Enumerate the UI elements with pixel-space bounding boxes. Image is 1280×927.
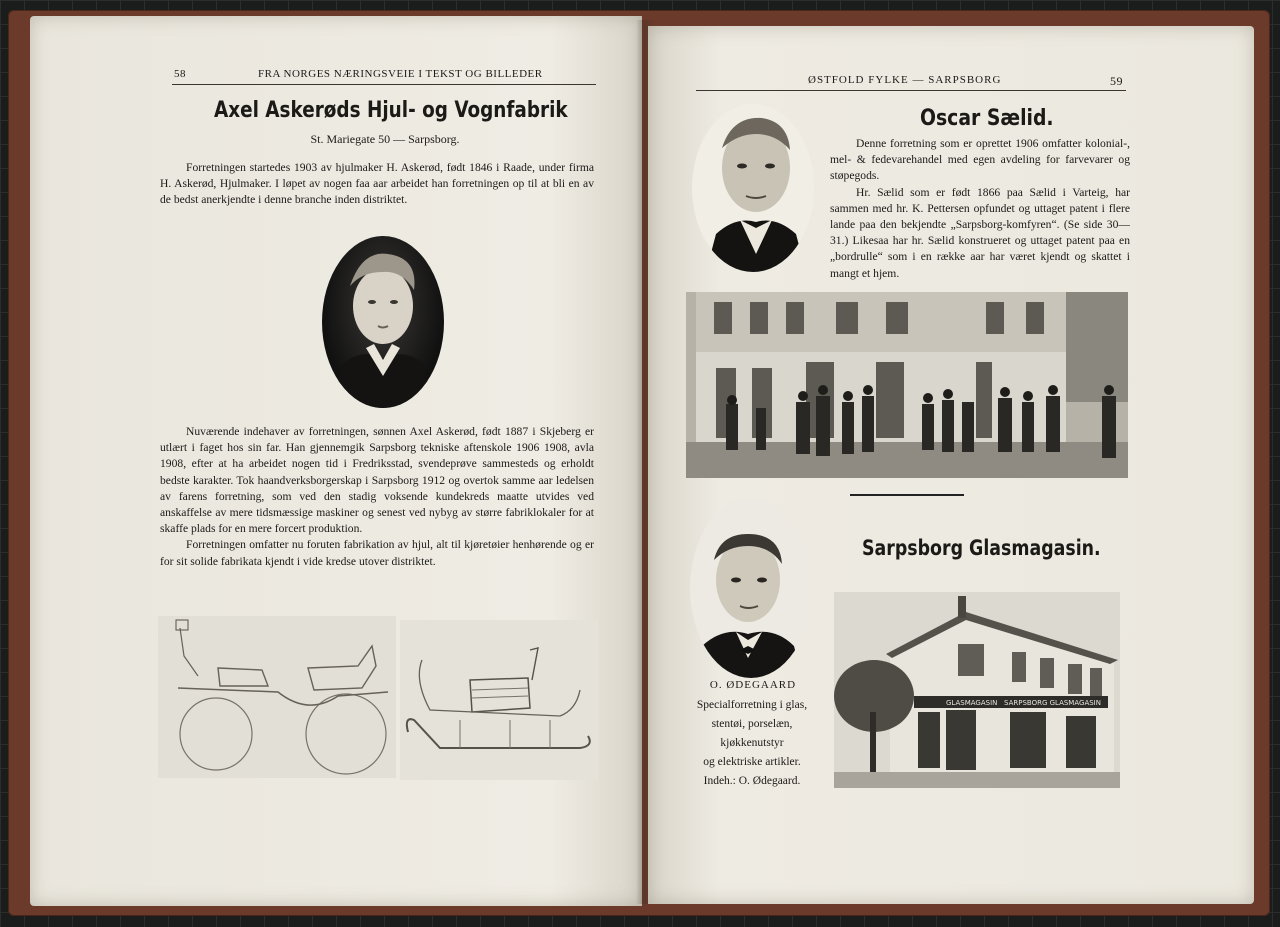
intro-paragraph: Forretningen startedes 1903 av hjulmaker H. Askerød, født 1846 i Raade, under firma H. Askerød, Hjulmaker. I løpet av nogen faa aar arbeidet han forretningen op til at bli en av de bedst anerkjendte i denne branche inden distriktet. [160, 161, 594, 207]
body-text [160, 424, 594, 570]
saelid-text [830, 136, 1130, 282]
page-number-left: 58 [174, 68, 186, 80]
storefront-scene-icon [834, 592, 1120, 788]
description-line: kjøkkenutstyr [720, 737, 784, 749]
page-number-right: 59 [1110, 74, 1123, 88]
article-address: St. Mariegate 50 — Sarpsborg. [310, 132, 460, 146]
photo-saelid-store-corner [686, 292, 1128, 478]
portrait-figure-icon [690, 498, 812, 678]
body-paragraph-1: Nuværende indehaver av forretningen, sønnen Axel Askerød, født 1887 i Skjeberg er utlært i faget hos sin far. Han gjennemgik Sarpsborg tekniske aftenskole 1906 1908, avla 1908, efter at ha arbeidet nogen tid i Fredriksstad, svendeprøve sammesteds og erholdt bedste karakter. Tok haandverksborgerskap i Sarpsborg 1912 og overtok samme aar ledelsen av farens forretning, som ved den stadig voksende kundekreds maatte utvides ved anskaffelse av mere tidsmæssige maskiner og senest ved nybyg av større fabriklokaler for at skaffe plads for en mere forcert produktion. [160, 425, 594, 536]
article-title-glasmagasin: Sarpsborg Glasmagasin. [862, 536, 1101, 560]
description-line: og elektriske artikler. [703, 756, 801, 768]
portrait-oscar-saelid [692, 104, 814, 272]
portrait-figure-icon [692, 104, 814, 272]
body-paragraph-2: Forretningen omfatter nu foruten fabrikation av hjul, alt til kjøretøier henhørende og er for sit solide fabrikata kjendt i vide kredse utover distriktet. [160, 538, 594, 568]
street-scene-icon [686, 292, 1128, 478]
running-head-right: ØSTFOLD FYLKE — SARPSBORG [808, 74, 1002, 86]
odegaard-caption: O. ØDEGAARD [709, 679, 797, 691]
article-title-askerod: Axel Askerøds Hjul- og Vognfabrik [214, 98, 568, 123]
saelid-paragraph-2: Hr. Sælid som er født 1866 paa Sælid i Varteig, har sammen med hr. K. Pettersen opfundet og uttaget patent i flere lande paa den bekjendte „Sarpsborg-komfyren“. (Se side 30—31.) Likesaa har hr. Sælid konstrueret og uttaget patent paa en „bordrulle“ som i en række aar har været kjendt og skattet i mangt et hjem. [830, 185, 1130, 280]
sleigh-drawing-icon [400, 620, 598, 780]
header-rule-right [696, 90, 1126, 91]
saelid-paragraph-1: Denne forretning som er oprettet 1906 omfatter kolonial-, mel- & fedevarehandel med egen avdeling for farvevarer og støpegods. [830, 137, 1130, 183]
description-line: Indeh.: O. Ødegaard. [703, 775, 801, 787]
sleigh-sketch-image [400, 620, 598, 780]
portrait-o-odegaard [690, 498, 812, 678]
shop-sign-2: SARPSBORG GLASMAGASIN [1004, 699, 1101, 707]
header-rule-left [172, 84, 596, 85]
left-page [30, 16, 642, 906]
right-page [648, 26, 1254, 904]
description-line: stentøi, porselæn, [711, 718, 793, 730]
portrait-figure-icon [322, 236, 444, 408]
intro-text [160, 160, 594, 209]
carriage-sketch-image [158, 616, 396, 778]
photo-glasmagasin-storefront [834, 592, 1120, 788]
article-title-saelid: Oscar Sælid. [920, 106, 1054, 131]
description-line: Specialforretning i glas, [696, 699, 808, 711]
running-head-left: FRA NORGES NÆRINGSVEIE I TEKST OG BILLEDER [258, 68, 543, 80]
section-divider [850, 494, 964, 496]
portrait-axel-askerod [322, 236, 444, 408]
carriage-drawing-icon [158, 616, 396, 778]
glasmagasin-description [676, 696, 828, 791]
shop-sign-1: GLASMAGASIN [946, 699, 998, 707]
